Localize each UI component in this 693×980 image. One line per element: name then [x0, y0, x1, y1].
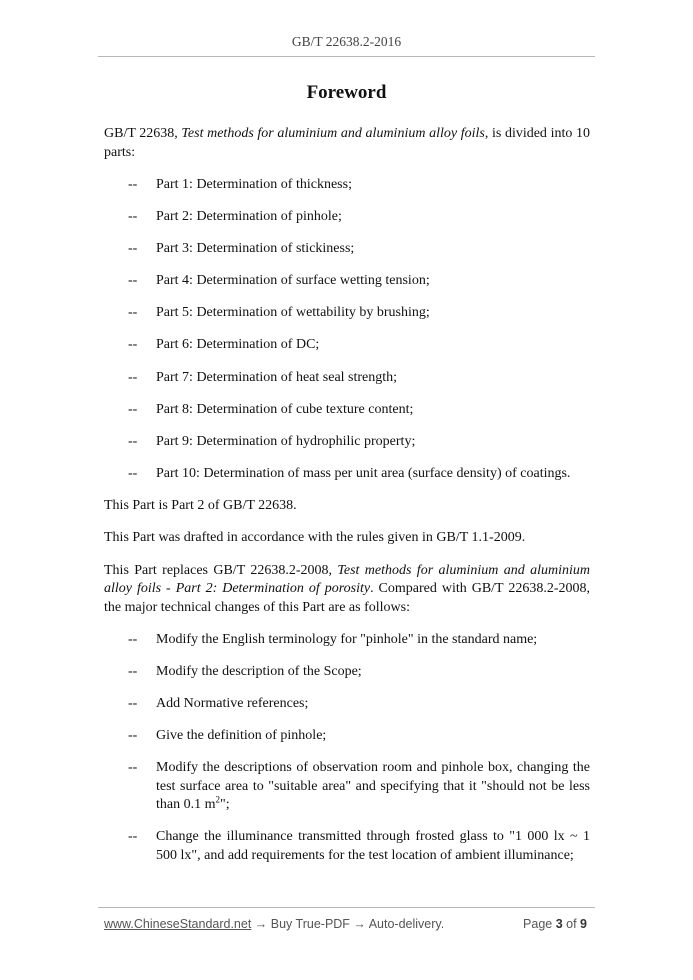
list-item-text: Part 10: Determination of mass per unit area (surface density) of coatings. [156, 465, 571, 481]
list-dash: -- [128, 632, 138, 648]
footer-promo [104, 917, 444, 931]
replaces-paragraph [104, 562, 590, 618]
list-item [104, 828, 590, 865]
list-dash: -- [128, 401, 138, 417]
area-change-text: Modify the descriptions of observation room and pinhole box, changing the test surface area to "suitable area" and specifying that it "should not be less than 0.1 m [156, 760, 590, 813]
unit-superscript: 2 [215, 794, 220, 805]
list-dash: -- [128, 369, 138, 385]
list-item [104, 433, 590, 452]
page-number: 3 [555, 917, 563, 931]
list-item-text: Change the illuminance transmitted through frosted glass to "1 000 lx ~ 1 500 lx", and add requirements for the test location of ambient illuminance; [156, 829, 590, 863]
list-item [104, 465, 590, 484]
list-dash: -- [128, 465, 138, 481]
list-item [104, 695, 590, 714]
list-item-text: Modify the description of the Scope; [156, 664, 362, 680]
list-item [104, 369, 590, 388]
list-dash: -- [128, 433, 138, 449]
list-item [104, 304, 590, 323]
drafting-statement: This Part was drafted in accordance with the rules given in GB/T 1.1-2009. [104, 530, 526, 546]
intro-paragraph [104, 125, 590, 162]
list-item-text: Add Normative references; [156, 696, 309, 712]
intro-suffix: , is divided into 10 parts: [104, 126, 590, 160]
list-dash: -- [128, 664, 138, 680]
list-dash: -- [128, 760, 138, 776]
page-label: Page [523, 917, 556, 931]
list-item [104, 176, 590, 195]
list-item [104, 336, 590, 355]
list-item [104, 759, 590, 815]
list-item [104, 272, 590, 291]
list-dash: -- [128, 241, 138, 257]
list-item-text: Part 9: Determination of hydrophilic property; [156, 433, 416, 449]
list-dash: -- [128, 728, 138, 744]
list-dash: -- [128, 337, 138, 353]
list-item-text: Give the definition of pinhole; [156, 728, 327, 744]
list-item [104, 240, 590, 259]
list-dash: -- [128, 829, 138, 845]
list-dash: -- [128, 696, 138, 712]
list-item-text: Part 5: Determination of wettability by brushing; [156, 305, 430, 321]
area-change-tail: "; [220, 797, 230, 813]
list-item-text: Part 3: Determination of stickiness; [156, 241, 355, 257]
list-item [104, 401, 590, 420]
page-of-label: of [562, 917, 581, 931]
list-dash: -- [128, 273, 138, 289]
site-link[interactable]: www.ChineseStandard.net [104, 917, 252, 931]
part-statement: This Part is Part 2 of GB/T 22638. [104, 497, 297, 513]
list-dash: -- [128, 177, 138, 192]
intro-prefix: GB/T 22638, [104, 126, 182, 141]
list-dash: -- [128, 209, 138, 225]
list-item-text: Part 6: Determination of DC; [156, 337, 320, 353]
list-item-text: Part 1: Determination of thickness; [156, 177, 352, 192]
header-divider [98, 56, 595, 57]
list-item [104, 631, 590, 650]
replaced-standard-title: Test methods for aluminium and aluminium alloy foils - Part 2: Determination of porosity [104, 562, 590, 597]
list-item [104, 663, 590, 682]
list-item-text: Part 2: Determination of pinhole; [156, 209, 342, 225]
list-item-text: Part 4: Determination of surface wetting tension; [156, 273, 430, 289]
parts-list [104, 176, 590, 483]
page-title: Foreword [306, 82, 387, 103]
list-item-text [156, 759, 590, 815]
page-indicator [523, 917, 587, 931]
running-header: GB/T 22638.2-2016 [291, 34, 402, 49]
replaces-prefix: This Part replaces GB/T 22638.2-2008, [104, 562, 338, 578]
footer-divider [98, 907, 595, 908]
page-total: 9 [580, 917, 587, 931]
changes-list [104, 631, 590, 865]
intro-standard-title: Test methods for aluminium and aluminium alloy foils [181, 126, 485, 141]
list-dash: -- [128, 305, 138, 321]
replaces-suffix: . Compared with GB/T 22638.2-2008, the major technical changes of this Part are as follows: [104, 581, 590, 615]
promo-text: → Buy True-PDF → Auto-delivery. [251, 917, 445, 931]
list-item-text: Part 7: Determination of heat seal strength; [156, 369, 398, 385]
list-item-text: Part 8: Determination of cube texture content; [156, 401, 414, 417]
page-footer [104, 917, 587, 933]
list-item [104, 727, 590, 746]
document-body [104, 125, 590, 879]
list-item-text: Modify the English terminology for "pinhole" in the standard name; [156, 632, 538, 648]
list-item [104, 208, 590, 227]
